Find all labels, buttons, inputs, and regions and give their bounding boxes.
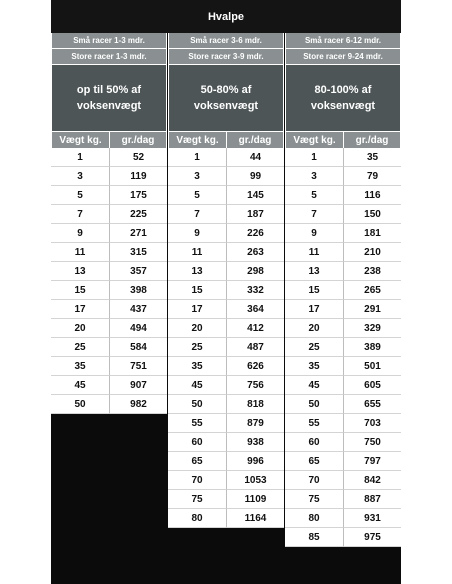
table-row [285, 167, 401, 186]
weight-cell: 13 [285, 262, 343, 281]
weight-cell: 1 [285, 148, 343, 167]
table-row [285, 471, 401, 490]
grams-cell: 187 [226, 205, 284, 224]
grams-cell: 655 [343, 395, 401, 414]
small-breeds-age: Små racer 1-3 mdr. [51, 33, 167, 49]
table-row [285, 433, 401, 452]
grams-cell: 225 [109, 205, 167, 224]
weight-cell: 60 [168, 433, 226, 452]
grams-cell: 487 [226, 338, 284, 357]
table-row [285, 509, 401, 528]
weight-cell: 35 [285, 357, 343, 376]
weight-cell: 20 [168, 319, 226, 338]
table-row [285, 319, 401, 338]
table-row [285, 300, 401, 319]
weight-cell: 7 [51, 205, 109, 224]
weight-cell: 50 [51, 395, 109, 414]
weight-cell: 35 [51, 357, 109, 376]
grams-cell: 412 [226, 319, 284, 338]
weight-cell: 15 [285, 281, 343, 300]
grams-cell: 887 [343, 490, 401, 509]
weight-cell: 9 [285, 224, 343, 243]
table-row [168, 471, 284, 490]
table-row [51, 319, 167, 338]
table-row [285, 148, 401, 167]
grams-cell: 315 [109, 243, 167, 262]
grams-cell: 329 [343, 319, 401, 338]
grams-cell: 494 [109, 319, 167, 338]
table-row [168, 490, 284, 509]
weight-cell: 3 [285, 167, 343, 186]
weight-cell: 15 [168, 281, 226, 300]
weight-cell: 70 [168, 471, 226, 490]
weight-cell: 17 [168, 300, 226, 319]
weight-cell: 55 [285, 414, 343, 433]
weight-cell: 50 [168, 395, 226, 414]
grams-cell: 181 [343, 224, 401, 243]
table-row [168, 148, 284, 167]
table-row [285, 357, 401, 376]
table-row [285, 205, 401, 224]
table-row [168, 338, 284, 357]
grams-cell: 437 [109, 300, 167, 319]
table-row [51, 224, 167, 243]
table-row [285, 262, 401, 281]
weight-cell: 3 [168, 167, 226, 186]
grams-cell: 52 [109, 148, 167, 167]
table-row [168, 357, 284, 376]
grams-cell: 79 [343, 167, 401, 186]
weight-cell: 75 [168, 490, 226, 509]
weight-cell: 80 [168, 509, 226, 528]
table-row [51, 148, 167, 167]
weight-cell: 65 [168, 452, 226, 471]
percent-line: 50-80% af [200, 84, 252, 96]
column-header-weight: Vægt kg. [285, 131, 343, 148]
table-row [168, 281, 284, 300]
grams-cell: 1109 [226, 490, 284, 509]
grams-cell: 238 [343, 262, 401, 281]
table-row [168, 300, 284, 319]
weight-cell: 55 [168, 414, 226, 433]
grams-cell: 501 [343, 357, 401, 376]
percent-of-adult-weight [51, 65, 167, 131]
grams-cell: 364 [226, 300, 284, 319]
weight-cell: 80 [285, 509, 343, 528]
grams-cell: 975 [343, 528, 401, 547]
table-row [168, 224, 284, 243]
grams-cell: 756 [226, 376, 284, 395]
grams-cell: 35 [343, 148, 401, 167]
weight-cell: 1 [168, 148, 226, 167]
grams-cell: 1053 [226, 471, 284, 490]
table-row [51, 205, 167, 224]
grams-cell: 175 [109, 186, 167, 205]
large-breeds-age: Store racer 1-3 mdr. [51, 49, 167, 65]
grams-cell: 271 [109, 224, 167, 243]
weight-cell: 70 [285, 471, 343, 490]
age-group-1 [51, 33, 167, 414]
table-row [168, 186, 284, 205]
grams-cell: 818 [226, 395, 284, 414]
small-breeds-age: Små racer 3-6 mdr. [168, 33, 284, 49]
feeding-table [51, 0, 401, 584]
grams-cell: 842 [343, 471, 401, 490]
small-breeds-age: Små racer 6-12 mdr. [285, 33, 401, 49]
grams-cell: 938 [226, 433, 284, 452]
percent-line: op til 50% af [76, 84, 142, 96]
column-headers [285, 131, 401, 148]
grams-cell: 982 [109, 395, 167, 414]
weight-cell: 35 [168, 357, 226, 376]
weight-cell: 85 [285, 528, 343, 547]
weight-cell: 9 [168, 224, 226, 243]
weight-cell: 45 [51, 376, 109, 395]
grams-cell: 797 [343, 452, 401, 471]
column-header-weight: Vægt kg. [51, 131, 109, 148]
percent-line: voksenvægt [193, 100, 259, 112]
table-row [285, 490, 401, 509]
grams-cell: 99 [226, 167, 284, 186]
table-row [168, 509, 284, 528]
table-row [51, 338, 167, 357]
weight-cell: 65 [285, 452, 343, 471]
weight-cell: 25 [168, 338, 226, 357]
table-row [285, 376, 401, 395]
weight-cell: 11 [285, 243, 343, 262]
table-row [285, 338, 401, 357]
weight-cell: 5 [51, 186, 109, 205]
grams-cell: 332 [226, 281, 284, 300]
large-breeds-age: Store racer 9-24 mdr. [285, 49, 401, 65]
weight-cell: 45 [168, 376, 226, 395]
table-row [168, 433, 284, 452]
table-row [51, 243, 167, 262]
grams-cell: 226 [226, 224, 284, 243]
table-row [51, 281, 167, 300]
table-row [168, 205, 284, 224]
grams-cell: 150 [343, 205, 401, 224]
weight-cell: 11 [168, 243, 226, 262]
grams-cell: 626 [226, 357, 284, 376]
table-row [51, 395, 167, 414]
table-row [51, 186, 167, 205]
table-row [51, 262, 167, 281]
table-row [285, 414, 401, 433]
weight-cell: 15 [51, 281, 109, 300]
column-headers [51, 131, 167, 148]
grams-cell: 44 [226, 148, 284, 167]
weight-cell: 75 [285, 490, 343, 509]
column-header-grams: gr./dag [343, 131, 401, 148]
column-header-grams: gr./dag [226, 131, 284, 148]
grams-cell: 357 [109, 262, 167, 281]
grams-cell: 931 [343, 509, 401, 528]
age-group-3 [285, 33, 401, 547]
grams-cell: 750 [343, 433, 401, 452]
grams-cell: 265 [343, 281, 401, 300]
weight-cell: 25 [285, 338, 343, 357]
weight-cell: 5 [168, 186, 226, 205]
table-row [168, 167, 284, 186]
grams-cell: 263 [226, 243, 284, 262]
grams-cell: 398 [109, 281, 167, 300]
grams-cell: 1164 [226, 509, 284, 528]
table-row [168, 243, 284, 262]
column-header-grams: gr./dag [109, 131, 167, 148]
weight-cell: 3 [51, 167, 109, 186]
weight-cell: 7 [285, 205, 343, 224]
table-row [168, 452, 284, 471]
age-group-2 [168, 33, 284, 528]
column-headers [168, 131, 284, 148]
table-row [285, 395, 401, 414]
weight-cell: 20 [51, 319, 109, 338]
grams-cell: 605 [343, 376, 401, 395]
grams-cell: 751 [109, 357, 167, 376]
grams-cell: 145 [226, 186, 284, 205]
table-title: Hvalpe [51, 0, 401, 33]
table-row [168, 262, 284, 281]
table-row [285, 224, 401, 243]
weight-cell: 5 [285, 186, 343, 205]
weight-cell: 17 [285, 300, 343, 319]
weight-cell: 9 [51, 224, 109, 243]
grams-cell: 116 [343, 186, 401, 205]
weight-cell: 25 [51, 338, 109, 357]
grams-cell: 291 [343, 300, 401, 319]
grams-cell: 907 [109, 376, 167, 395]
percent-line: voksenvægt [76, 100, 142, 112]
weight-cell: 17 [51, 300, 109, 319]
weight-cell: 60 [285, 433, 343, 452]
weight-cell: 50 [285, 395, 343, 414]
percent-line: 80-100% af [314, 84, 372, 96]
grams-cell: 879 [226, 414, 284, 433]
weight-cell: 13 [168, 262, 226, 281]
weight-cell: 13 [51, 262, 109, 281]
table-row [51, 376, 167, 395]
large-breeds-age: Store racer 3-9 mdr. [168, 49, 284, 65]
table-row [51, 300, 167, 319]
grams-cell: 703 [343, 414, 401, 433]
grams-cell: 119 [109, 167, 167, 186]
weight-cell: 11 [51, 243, 109, 262]
grams-cell: 996 [226, 452, 284, 471]
table-row [285, 528, 401, 547]
table-row [285, 281, 401, 300]
grams-cell: 584 [109, 338, 167, 357]
percent-of-adult-weight [285, 65, 401, 131]
percent-of-adult-weight [168, 65, 284, 131]
table-row [168, 395, 284, 414]
weight-cell: 7 [168, 205, 226, 224]
table-row [51, 167, 167, 186]
percent-line: voksenvægt [310, 100, 376, 112]
table-row [285, 186, 401, 205]
grams-cell: 210 [343, 243, 401, 262]
table-row [168, 376, 284, 395]
table-row [168, 319, 284, 338]
grams-cell: 298 [226, 262, 284, 281]
grams-cell: 389 [343, 338, 401, 357]
column-header-weight: Vægt kg. [168, 131, 226, 148]
table-row [51, 357, 167, 376]
weight-cell: 1 [51, 148, 109, 167]
table-row [285, 243, 401, 262]
weight-cell: 20 [285, 319, 343, 338]
weight-cell: 45 [285, 376, 343, 395]
table-row [168, 414, 284, 433]
table-row [285, 452, 401, 471]
